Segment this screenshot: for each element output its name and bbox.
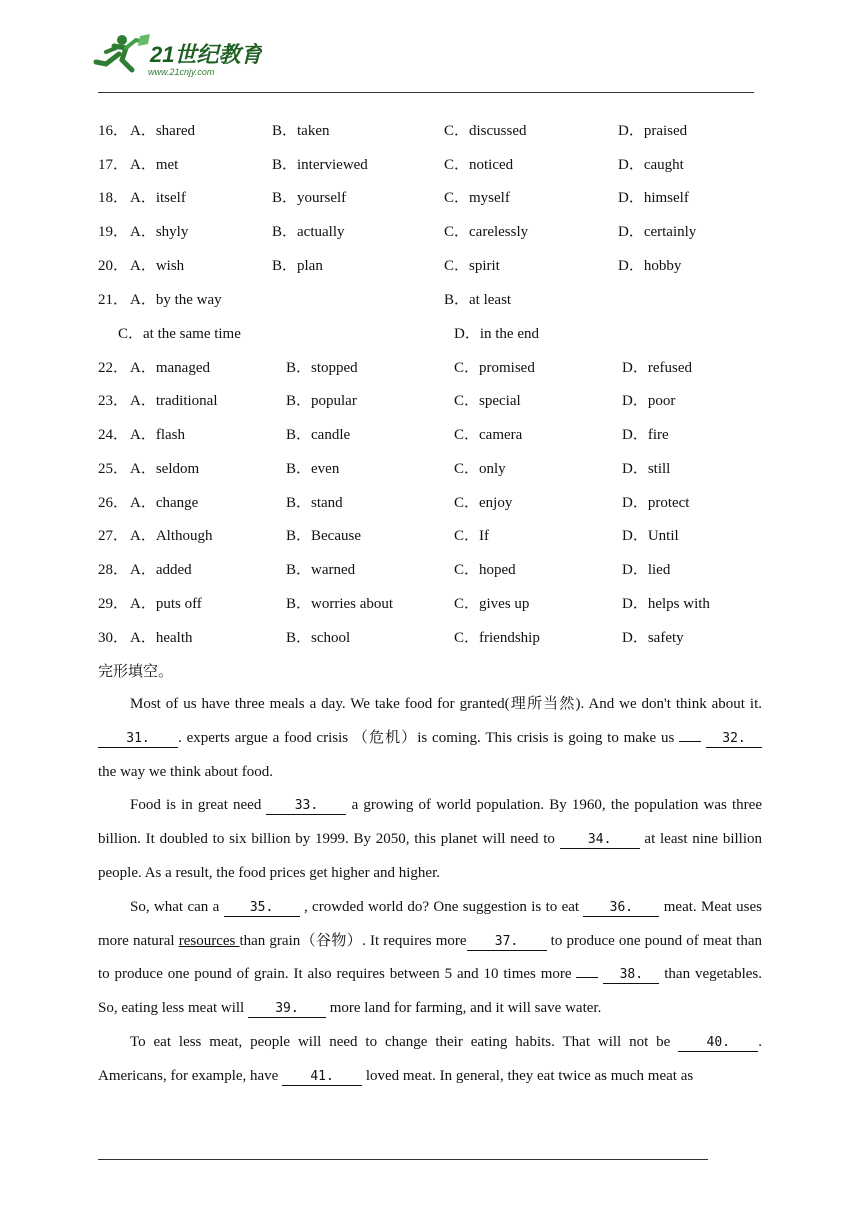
option-b: B．plan: [272, 258, 323, 274]
option-d: D．caught: [618, 157, 684, 173]
blank-34: 34.: [560, 831, 640, 849]
option-d: D．helps with: [622, 596, 710, 612]
blank-35: 35.: [224, 899, 300, 917]
option-d: D．refused: [622, 360, 692, 376]
blank-36: 36.: [583, 899, 659, 917]
option-b: B．stopped: [286, 360, 358, 376]
option-a: A．puts off: [130, 596, 202, 612]
question-number: 24．: [98, 427, 129, 443]
question-number: 16．: [98, 123, 129, 139]
question-number: 28．: [98, 562, 129, 578]
question-number: 29．: [98, 596, 129, 612]
logo-url: www.21cnjy.com: [148, 67, 215, 77]
blank-32-lead: [679, 741, 701, 742]
option-d: D．Until: [622, 528, 679, 544]
option-b: B．worries about: [286, 596, 394, 612]
blank-32: 32.: [706, 730, 762, 748]
option-c: C．noticed: [444, 157, 514, 173]
option-a: A．managed: [130, 360, 210, 376]
option-d: D．poor: [622, 393, 676, 409]
option-b: B．taken: [272, 123, 330, 139]
option-a: A．met: [130, 157, 179, 173]
option-b: B．Because: [286, 528, 361, 544]
option-c: C．spirit: [444, 258, 500, 274]
option-b: B．even: [286, 461, 340, 477]
question-number: 22．: [98, 360, 129, 376]
option-a: A．shyly: [130, 224, 189, 240]
question-number: 17．: [98, 157, 129, 173]
option-a: A．Although: [130, 528, 213, 544]
header-divider: [98, 92, 754, 93]
option-c: C．If: [454, 528, 489, 544]
paragraph-2: Food is in great need 33. a growing of world population. By 1960, the population was three billion. It doubled to six billion by 1999. By 2050, this planet will need to 34. at least nine billion people. As a result, the food prices get higher and higher.: [98, 797, 762, 881]
option-c: C．gives up: [454, 596, 530, 612]
option-b: B．interviewed: [272, 157, 368, 173]
underlined-word: resources: [178, 932, 240, 949]
blank-41: 41.: [282, 1068, 362, 1086]
option-b: B．school: [286, 630, 351, 646]
option-a: A．itself: [130, 190, 186, 206]
footer-divider: [98, 1159, 708, 1160]
option-d: D．in the end: [454, 326, 539, 342]
paragraph-1: Most of us have three meals a day. We take food for granted(理所当然). And we don't think about it. 31. . experts argue a food crisis （危机）is coming. This crisis is going to make us 32. the way we think about food.: [98, 696, 762, 780]
option-c: C．myself: [444, 190, 510, 206]
question-number: 23．: [98, 393, 129, 409]
cloze-passage: [98, 688, 762, 1094]
option-c: C．friendship: [454, 630, 540, 646]
option-a: A．change: [130, 495, 199, 511]
option-c: C．promised: [454, 360, 535, 376]
option-a: A．shared: [130, 123, 195, 139]
blank-38: 38.: [603, 966, 659, 984]
option-d: D．praised: [618, 123, 688, 139]
section-title: 完形填空。: [98, 664, 174, 680]
option-b: B．actually: [272, 224, 345, 240]
question-number: 21．: [98, 292, 129, 308]
option-d: D．himself: [618, 190, 689, 206]
option-c: C．at the same time: [118, 326, 241, 342]
option-a: A．added: [130, 562, 192, 578]
option-a: A．flash: [130, 427, 185, 443]
option-c: C．camera: [454, 427, 523, 443]
option-d: D．certainly: [618, 224, 697, 240]
option-c: C．hoped: [454, 562, 516, 578]
option-c: C．discussed: [444, 123, 527, 139]
question-number: 26．: [98, 495, 129, 511]
blank-39: 39.: [248, 1000, 326, 1018]
question-number: 18．: [98, 190, 129, 206]
option-a: A．wish: [130, 258, 185, 274]
question-number: 19．: [98, 224, 129, 240]
paragraph-3: So, what can a 35. , crowded world do? One suggestion is to eat 36. meat. Meat uses more natural resources than grain（谷物）. It requires more 37. to produce one pound of meat than to produce one pound of grain. It also requires between 5 and 10 times more 38. than vegetables. So, eating less meat will 39. more land for farming, and it will save water.: [98, 898, 762, 1017]
option-a: A．health: [130, 630, 193, 646]
option-b: B．yourself: [272, 190, 347, 206]
option-c: C．only: [454, 461, 506, 477]
option-c: C．enjoy: [454, 495, 513, 511]
running-man-icon: [96, 34, 150, 70]
option-b: B．popular: [286, 393, 357, 409]
question-number: 25．: [98, 461, 129, 477]
option-d: D．still: [622, 461, 671, 477]
option-d: D．safety: [622, 630, 684, 646]
option-d: D．protect: [622, 495, 690, 511]
option-b: B．stand: [286, 495, 343, 511]
option-a: A．traditional: [130, 393, 218, 409]
option-b: B．candle: [286, 427, 351, 443]
blank-33: 33.: [266, 797, 346, 815]
paragraph-4: To eat less meat, people will need to change their eating habits. That will not be 40. . Americans, for example, have 41. loved meat. In general, they eat twice as much meat as: [98, 1033, 762, 1084]
logo-text: 21世纪教育: [150, 42, 262, 67]
blank-31: 31.: [98, 730, 178, 748]
option-d: D．lied: [622, 562, 671, 578]
option-c: C．carelessly: [444, 224, 529, 240]
blank-40: 40.: [678, 1034, 758, 1052]
option-b: B．warned: [286, 562, 356, 578]
site-logo: [92, 30, 262, 82]
option-a: A．by the way: [130, 292, 222, 308]
option-a: A．seldom: [130, 461, 200, 477]
blank-38-lead: [576, 977, 598, 978]
question-number: 30．: [98, 630, 129, 646]
option-d: D．fire: [622, 427, 669, 443]
option-b: B．at least: [444, 292, 512, 308]
option-c: C．special: [454, 393, 521, 409]
question-number: 20．: [98, 258, 129, 274]
option-d: D．hobby: [618, 258, 682, 274]
blank-37: 37.: [467, 933, 547, 951]
question-number: 27．: [98, 528, 129, 544]
